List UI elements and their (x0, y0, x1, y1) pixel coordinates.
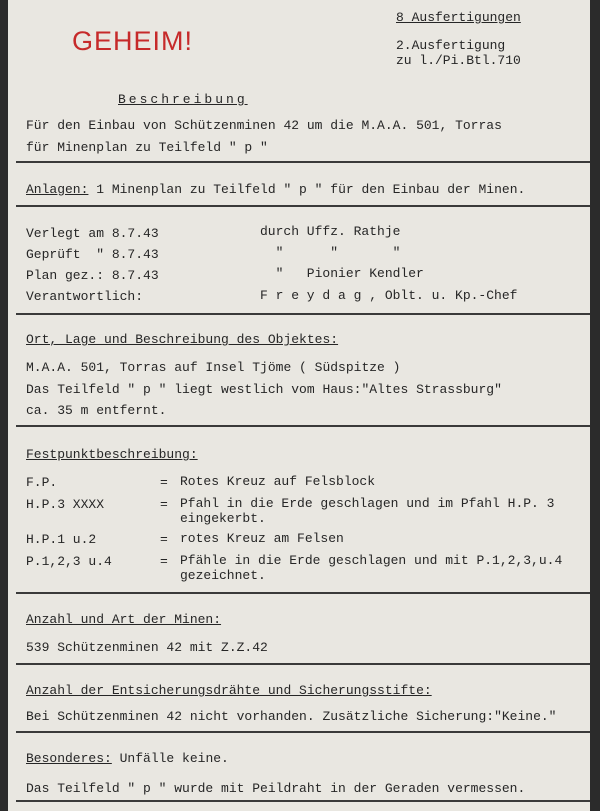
festpunkt-eq: = (160, 532, 168, 547)
copy-number: 2.Ausfertigung (396, 38, 506, 53)
ort-line-3: ca. 35 m entfernt. (26, 403, 167, 418)
divider (16, 161, 590, 163)
festpunkt-value: Pfahl in die Erde geschlagen und im Pfahl H.P. 3 eingekerbt. (180, 496, 555, 526)
divider (16, 205, 590, 207)
document-page (8, 0, 590, 811)
intro-line-2: für Minenplan zu Teilfeld " p " (26, 140, 268, 155)
ort-line-2: Das Teilfeld " p " liegt westlich vom Haus:"Altes Strassburg" (26, 382, 502, 397)
besonderes-text: Unfälle keine. (111, 751, 229, 766)
festpunkt-key: H.P.3 XXXX (26, 497, 105, 512)
divider (16, 313, 590, 315)
divider (16, 731, 590, 733)
divider (16, 425, 590, 427)
record-label: Verantwortlich: (26, 289, 144, 304)
festpunkt-eq: = (160, 497, 168, 512)
record-value: durch Uffz. Rathje (260, 224, 401, 239)
divider (16, 592, 590, 594)
festpunkt-value: Pfähle in die Erde geschlagen und mit P.1,2,3,u.4 gezeichnet. (180, 553, 563, 583)
anlagen-label: Anlagen: (26, 182, 89, 197)
divider (16, 800, 590, 802)
entsicherung-heading: Anzahl der Entsicherungsdrähte und Sicherungsstifte: (26, 683, 432, 698)
entsicherung-text: Bei Schützenminen 42 nicht vorhanden. Zusätzliche Sicherung:"Keine." (26, 709, 557, 724)
secret-stamp: GEHEIM! (72, 26, 194, 56)
festpunkt-heading: Festpunktbeschreibung: (26, 447, 198, 462)
festpunkt-eq: = (160, 475, 168, 490)
record-value: F r e y d a g , Oblt. u. Kp.-Chef (260, 288, 518, 303)
divider (16, 663, 590, 665)
ort-line-1: M.A.A. 501, Torras auf Insel Tjöme ( Südspitze ) (26, 360, 401, 375)
anlagen-line (26, 182, 525, 197)
ort-heading: Ort, Lage und Beschreibung des Objektes: (26, 332, 339, 347)
festpunkt-eq: = (160, 554, 168, 569)
record-value: " " " (260, 245, 401, 260)
besonderes-label: Besonderes: (26, 751, 112, 766)
record-value: " Pionier Kendler (260, 266, 424, 281)
record-label: Geprüft " 8.7.43 (26, 247, 159, 262)
copies-count: 8 Ausfertigungen (396, 10, 521, 25)
festpunkt-key: H.P.1 u.2 (26, 532, 97, 547)
festpunkt-key: F.P. (26, 475, 58, 490)
festpunkt-value: rotes Kreuz am Felsen (180, 531, 344, 546)
besonderes-line (26, 751, 229, 766)
besonderes-line-2: Das Teilfeld " p " wurde mit Peildraht in der Geraden vermessen. (26, 781, 526, 796)
copy-recipient: zu l./Pi.Btl.710 (396, 53, 521, 68)
record-label: Plan gez.: 8.7.43 (26, 268, 159, 283)
document-title: Beschreibung (118, 92, 248, 107)
festpunkt-value: Rotes Kreuz auf Felsblock (180, 474, 376, 489)
record-label: Verlegt am 8.7.43 (26, 226, 159, 241)
festpunkt-key: P.1,2,3 u.4 (26, 554, 112, 569)
anzahl-heading: Anzahl und Art der Minen: (26, 612, 222, 627)
anzahl-text: 539 Schützenminen 42 mit Z.Z.42 (26, 640, 268, 655)
anlagen-text: 1 Minenplan zu Teilfeld " p " für den Einbau der Minen. (88, 182, 526, 197)
intro-line-1: Für den Einbau von Schützenminen 42 um die M.A.A. 501, Torras (26, 118, 502, 133)
